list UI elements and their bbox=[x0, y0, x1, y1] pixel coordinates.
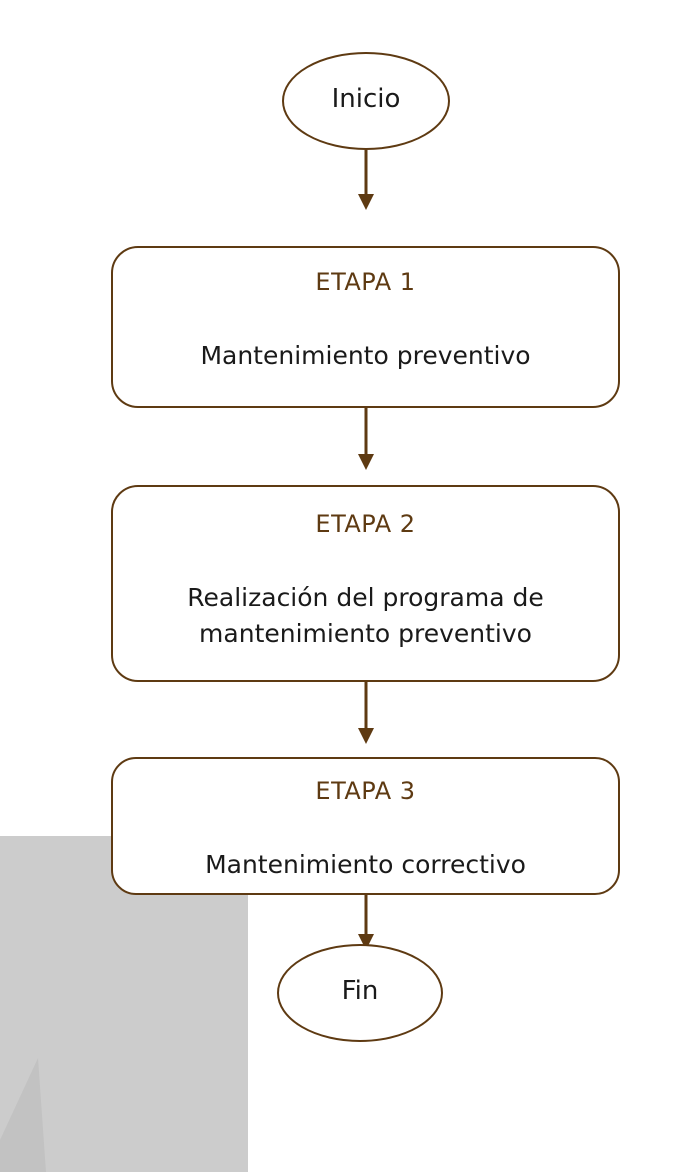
start-label: Inicio bbox=[331, 84, 401, 114]
stage-1-description: Mantenimiento preventivo bbox=[200, 341, 531, 370]
stage-2-title: ETAPA 2 bbox=[315, 510, 416, 538]
end-label: Fin bbox=[341, 976, 379, 1006]
stage-1-title: ETAPA 1 bbox=[315, 268, 416, 296]
stage-3-description: Mantenimiento correctivo bbox=[205, 850, 526, 879]
stage-2-description: Realización del programa de mantenimiento preventivo bbox=[187, 583, 544, 648]
stage-3-title: ETAPA 3 bbox=[315, 777, 416, 805]
